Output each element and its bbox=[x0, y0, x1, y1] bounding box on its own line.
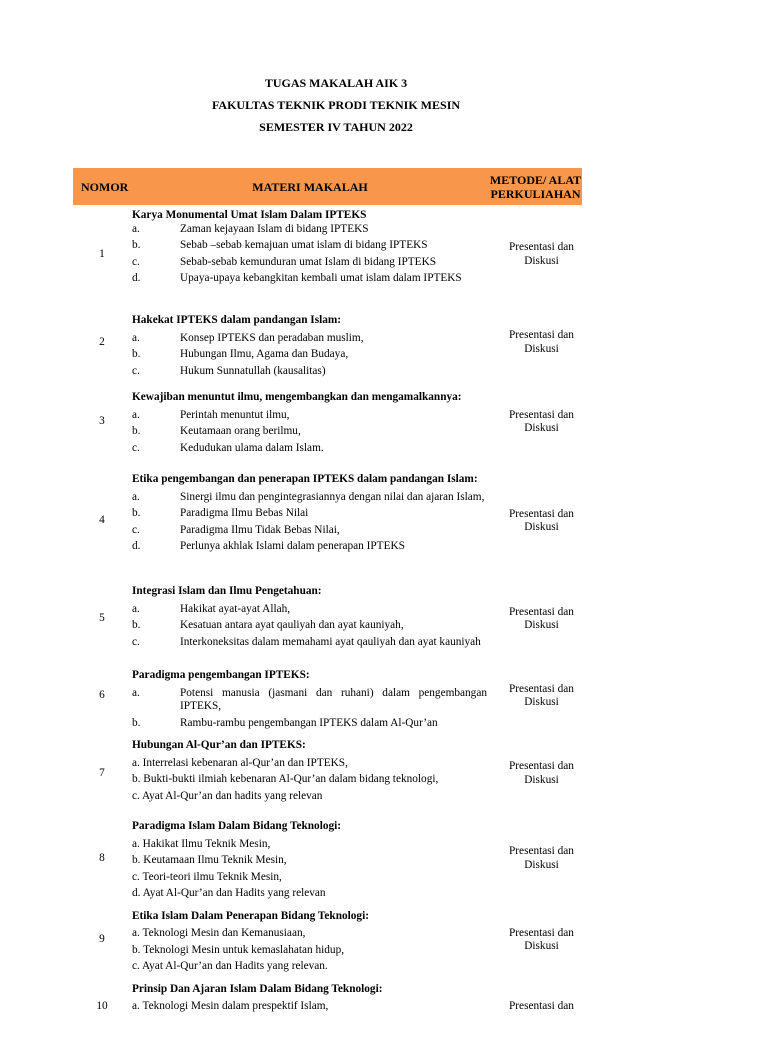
method-cell: Presentasi dan Diskusi bbox=[509, 682, 574, 708]
item-text: Rambu-rambu pengembangan IPTEKS dalam Al-Qur’an bbox=[180, 716, 438, 729]
item-letter: c. bbox=[132, 441, 140, 454]
material-item bbox=[132, 1000, 487, 1014]
material-item bbox=[132, 773, 487, 787]
document-title-block bbox=[0, 76, 672, 142]
material-heading: Karya Monumental Umat Islam Dalam IPTEKS bbox=[132, 209, 367, 221]
header-nomor: NOMOR bbox=[73, 168, 131, 205]
material-item bbox=[132, 332, 487, 346]
material-item bbox=[132, 223, 487, 237]
item-text: d. Ayat Al-Qur’an dan Hadits yang relevan bbox=[132, 887, 326, 899]
table-row bbox=[73, 463, 582, 579]
material-cell bbox=[131, 381, 489, 463]
item-letter: c. bbox=[132, 255, 140, 268]
material-cell bbox=[131, 733, 489, 814]
material-item bbox=[132, 854, 487, 868]
table-row bbox=[73, 381, 582, 463]
item-text: Sebab-sebab kemunduran umat Islam di bidang IPTEKS bbox=[180, 255, 437, 268]
item-text: a. Teknologi Mesin dan Kemanusiaan, bbox=[132, 927, 306, 939]
method-cell: Presentasi dan Diskusi bbox=[509, 760, 574, 786]
method-cell: Presentasi dan Diskusi bbox=[509, 329, 574, 355]
item-text: Paradigma Ilmu Bebas Nilai bbox=[180, 507, 309, 519]
material-item bbox=[132, 717, 487, 731]
item-text: Keutamaan orang berilmu, bbox=[180, 425, 301, 437]
material-item bbox=[132, 409, 487, 423]
material-cell bbox=[131, 205, 489, 304]
material-heading: Integrasi Islam dan Ilmu Pengetahuan: bbox=[132, 585, 322, 597]
item-letter: c. bbox=[132, 523, 140, 536]
item-text: Sebab –sebab kemajuan umat islam di bidang IPTEKS bbox=[180, 239, 428, 251]
table-row bbox=[73, 304, 582, 381]
row-number: 3 bbox=[99, 415, 105, 428]
item-text: Upaya-upaya kebangkitan kembali umat islam dalam IPTEKS bbox=[180, 272, 462, 284]
row-number: 8 bbox=[99, 852, 105, 864]
title-line-2: FAKULTAS TEKNIK PRODI TEKNIK MESIN bbox=[211, 98, 461, 112]
material-cell bbox=[131, 904, 489, 977]
material-heading: Hubungan Al-Qur’an dan IPTEKS: bbox=[132, 739, 306, 751]
item-letter: a. bbox=[132, 408, 140, 421]
row-number: 1 bbox=[99, 247, 105, 260]
item-letter: b. bbox=[132, 619, 141, 631]
method-cell: Presentasi dan Diskusi bbox=[509, 926, 574, 952]
material-item bbox=[132, 944, 487, 958]
item-letter: b. bbox=[132, 716, 141, 729]
material-heading: Kewajiban menuntut ilmu, mengembangkan dan mengamalkannya: bbox=[132, 391, 462, 403]
item-letter: c. bbox=[132, 364, 140, 377]
material-heading: Hakekat IPTEKS dalam pandangan Islam: bbox=[132, 314, 342, 326]
header-metode: METODE/ ALAT PERKULIAHAN bbox=[489, 168, 582, 205]
item-text: a. Hakikat Ilmu Teknik Mesin, bbox=[132, 837, 271, 850]
table-row bbox=[73, 814, 582, 904]
material-cell bbox=[131, 659, 489, 733]
method-cell: Presentasi dan bbox=[509, 999, 574, 1012]
material-item bbox=[132, 507, 487, 521]
material-cell bbox=[131, 814, 489, 904]
item-letter: a. bbox=[132, 222, 140, 235]
item-letter: a. bbox=[132, 686, 140, 699]
table-row bbox=[73, 579, 582, 659]
item-text: a. Teknologi Mesin dalam prespektif Islam, bbox=[132, 1000, 329, 1012]
item-text: Konsep IPTEKS dan peradaban muslim, bbox=[180, 331, 364, 344]
material-item bbox=[132, 960, 487, 974]
row-number: 2 bbox=[99, 335, 105, 348]
method-cell: Presentasi dan Diskusi bbox=[509, 605, 574, 631]
material-item bbox=[132, 838, 487, 852]
item-text: a. Interrelasi kebenaran al-Qur’an dan IPTEKS, bbox=[132, 756, 348, 769]
item-text: Zaman kejayaan Islam di bidang IPTEKS bbox=[180, 222, 369, 235]
row-number: 5 bbox=[99, 612, 105, 625]
row-number: 7 bbox=[99, 766, 105, 779]
item-letter: b. bbox=[132, 239, 141, 251]
material-item bbox=[132, 256, 487, 270]
material-heading: Paradigma pengembangan IPTEKS: bbox=[132, 669, 310, 681]
material-cell bbox=[131, 579, 489, 659]
item-text: b. Keutamaan Ilmu Teknik Mesin, bbox=[132, 854, 287, 866]
row-number: 6 bbox=[99, 689, 105, 702]
material-item bbox=[132, 790, 487, 804]
material-cell bbox=[131, 304, 489, 381]
material-item bbox=[132, 636, 487, 650]
material-item bbox=[132, 757, 487, 771]
material-item bbox=[132, 871, 487, 885]
item-text: Potensi manusia (jasmani dan ruhani) dalam pengembangan IPTEKS, bbox=[180, 686, 487, 712]
item-text: Kedudukan ulama dalam Islam. bbox=[180, 441, 324, 454]
material-item bbox=[132, 442, 487, 456]
item-letter: a. bbox=[132, 331, 140, 344]
table-row bbox=[73, 659, 582, 733]
material-item bbox=[132, 887, 487, 901]
material-item bbox=[132, 619, 487, 633]
material-item bbox=[132, 687, 487, 714]
item-letter: c. bbox=[132, 635, 140, 648]
item-text: Sinergi ilmu dan pengintegrasiannya dengan nilai dan ajaran Islam, bbox=[180, 490, 485, 503]
material-heading: Etika pengembangan dan penerapan IPTEKS dalam pandangan Islam: bbox=[132, 473, 478, 485]
table-row bbox=[73, 733, 582, 814]
material-item bbox=[132, 272, 487, 286]
table-header-row bbox=[73, 168, 582, 205]
material-heading: Prinsip Dan Ajaran Islam Dalam Bidang Teknologi: bbox=[132, 982, 383, 995]
item-letter: b. bbox=[132, 425, 141, 437]
item-text: c. Teori-teori ilmu Teknik Mesin, bbox=[132, 870, 282, 883]
material-item bbox=[132, 425, 487, 439]
item-letter: a. bbox=[132, 602, 140, 615]
item-text: Hubungan Ilmu, Agama dan Budaya, bbox=[180, 348, 349, 360]
item-letter: d. bbox=[132, 540, 141, 552]
title-line-1: TUGAS MAKALAH AIK 3 bbox=[264, 76, 408, 90]
item-text: Hukum Sunnatullah (kausalitas) bbox=[180, 364, 326, 377]
item-letter: b. bbox=[132, 507, 141, 519]
item-letter: a. bbox=[132, 490, 140, 503]
row-number: 10 bbox=[96, 999, 108, 1012]
item-letter: d. bbox=[132, 272, 141, 284]
method-cell: Presentasi dan Diskusi bbox=[509, 507, 574, 533]
assignment-table bbox=[73, 168, 582, 1037]
item-text: c. Ayat Al-Qur’an dan hadits yang relevan bbox=[132, 789, 323, 802]
material-item bbox=[132, 927, 487, 941]
material-item bbox=[132, 239, 487, 253]
item-text: Paradigma Ilmu Tidak Bebas Nilai, bbox=[180, 523, 340, 536]
table-body bbox=[73, 205, 582, 1037]
table-row bbox=[73, 977, 582, 1037]
header-materi: MATERI MAKALAH bbox=[131, 168, 489, 205]
material-item bbox=[132, 491, 487, 505]
material-item bbox=[132, 365, 487, 379]
row-number: 9 bbox=[99, 933, 105, 946]
material-item bbox=[132, 603, 487, 617]
item-text: Interkoneksitas dalam memahami ayat qauliyah dan ayat kauniyah bbox=[180, 635, 481, 648]
material-cell bbox=[131, 463, 489, 579]
method-cell: Presentasi dan Diskusi bbox=[509, 408, 574, 434]
item-letter: b. bbox=[132, 348, 141, 360]
row-number: 4 bbox=[99, 514, 105, 527]
item-text: c. Ayat Al-Qur’an dan Hadits yang relevan. bbox=[132, 960, 328, 972]
material-item bbox=[132, 348, 487, 362]
material-heading: Etika Islam Dalam Penerapan Bidang Teknologi: bbox=[132, 909, 369, 922]
material-item bbox=[132, 524, 487, 538]
item-text: b. Teknologi Mesin untuk kemaslahatan hidup, bbox=[132, 943, 345, 956]
table-row bbox=[73, 904, 582, 977]
material-cell bbox=[131, 977, 489, 1037]
item-text: Perintah menuntut ilmu, bbox=[180, 408, 290, 421]
material-heading: Paradigma Islam Dalam Bidang Teknologi: bbox=[132, 820, 342, 832]
material-item bbox=[132, 540, 487, 554]
item-text: Kesatuan antara ayat qauliyah dan ayat kauniyah, bbox=[180, 619, 404, 631]
method-cell: Presentasi dan Diskusi bbox=[509, 845, 574, 871]
item-text: b. Bukti-bukti ilmiah kebenaran Al-Qur’an dalam bidang teknologi, bbox=[132, 773, 439, 785]
table-row bbox=[73, 205, 582, 304]
item-text: Perlunya akhlak Islami dalam penerapan IPTEKS bbox=[180, 540, 405, 552]
method-cell: Presentasi dan Diskusi bbox=[509, 241, 574, 267]
item-text: Hakikat ayat-ayat Allah, bbox=[180, 602, 291, 615]
title-line-3: SEMESTER IV TAHUN 2022 bbox=[259, 120, 413, 134]
